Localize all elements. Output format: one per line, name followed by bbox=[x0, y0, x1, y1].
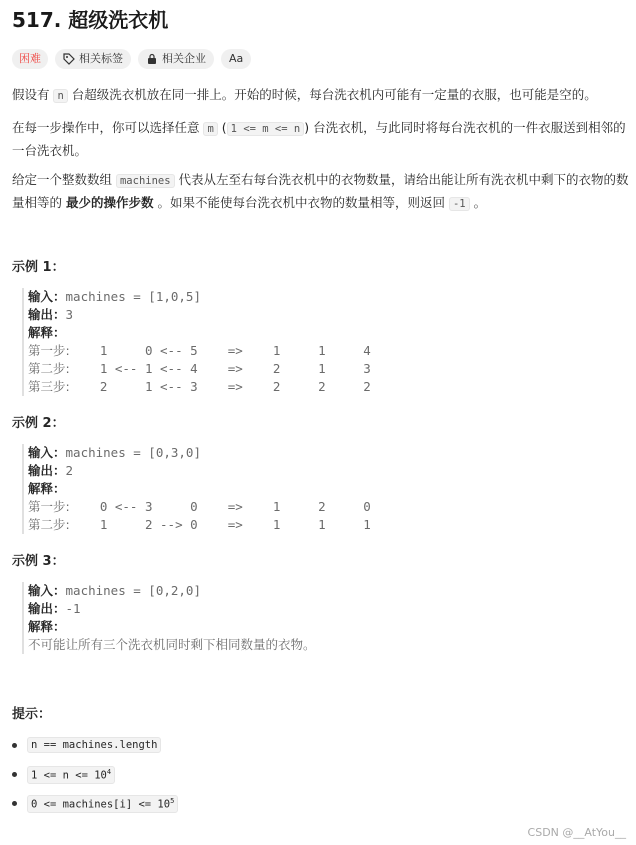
inline-code: 1 <= m <= n bbox=[227, 122, 305, 136]
watermark: CSDN @__AtYou__ bbox=[527, 826, 626, 839]
inline-code: m bbox=[203, 122, 217, 136]
bullet-icon bbox=[12, 743, 17, 748]
lock-icon bbox=[146, 53, 158, 65]
hint-item bbox=[12, 737, 161, 753]
difficulty-badge: 困难 bbox=[12, 49, 48, 69]
example-3-title: 示例 3： bbox=[12, 554, 65, 569]
bullet-icon bbox=[12, 801, 17, 806]
inline-code: machines bbox=[116, 174, 175, 188]
inline-code: n bbox=[53, 89, 67, 103]
bold-phrase: 最少的操作步数 bbox=[65, 195, 154, 210]
inline-code: -1 bbox=[449, 197, 470, 211]
hint-item bbox=[12, 795, 178, 813]
tag-icon bbox=[63, 53, 75, 65]
hint-item bbox=[12, 766, 115, 784]
hint-code: n == machines.length bbox=[27, 737, 161, 753]
example-1-title: 示例 1： bbox=[12, 260, 65, 275]
related-companies-label: 相关企业 bbox=[162, 52, 206, 65]
related-tags-label: 相关标签 bbox=[79, 52, 123, 65]
tag-bar bbox=[12, 49, 251, 69]
bullet-icon bbox=[12, 772, 17, 777]
description-para-2: 在每一步操作中，你可以选择任意 m ( 1 <= m <= n ) 台洗衣机，与此同时将每台洗衣机的一件衣服送到相邻的 一台洗衣机。 bbox=[12, 120, 626, 158]
related-tags-button[interactable] bbox=[55, 49, 131, 69]
hint-code: $1 <= n <= 10^4$ bbox=[27, 766, 115, 784]
description-para-3: 给定一个整数数组 machines 代表从左至右每台洗衣机中的衣物数量，请给出能让所有洗衣机中剩下的衣物的数 量相等的 最少的操作步数 。如果不能使每台洗衣机中衣物的数量相等，则返回 -1 。 bbox=[12, 172, 629, 210]
related-companies-button[interactable] bbox=[138, 49, 214, 69]
description-para-1: 假设有 n 台超级洗衣机放在同一排上。开始的时候，每台洗衣机内可能有一定量的衣服，也可能是空的。 bbox=[12, 87, 597, 102]
example-2-block: 输入：machines = [0,3,0] 输出：2 解释： 第一步: 0 <-- 3 0 => 1 2 0 第二步: 1 2 --> 0 => 1 1 1 bbox=[22, 444, 371, 534]
font-icon: Aa bbox=[229, 52, 244, 65]
example-2-title: 示例 2： bbox=[12, 416, 65, 431]
example-1-block: 输入：machines = [1,0,5] 输出：3 解释： 第一步: 1 0 <-- 5 => 1 1 4 第二步: 1 <-- 1 <-- 4 => 2 1 3 第三步: 2 1 <-- 3 => 2 2 2 bbox=[22, 288, 371, 396]
problem-title: 517. 超级洗衣机 bbox=[12, 8, 169, 32]
hints-title: 提示： bbox=[12, 707, 52, 722]
font-size-toggle[interactable] bbox=[221, 49, 251, 69]
hint-code: 0 <= machines[i] <= $10^5$ bbox=[27, 795, 178, 813]
example-3-block: 输入：machines = [0,2,0] 输出：-1 解释： 不可能让所有三个洗衣机同时剩下相同数量的衣物。 bbox=[22, 582, 316, 654]
